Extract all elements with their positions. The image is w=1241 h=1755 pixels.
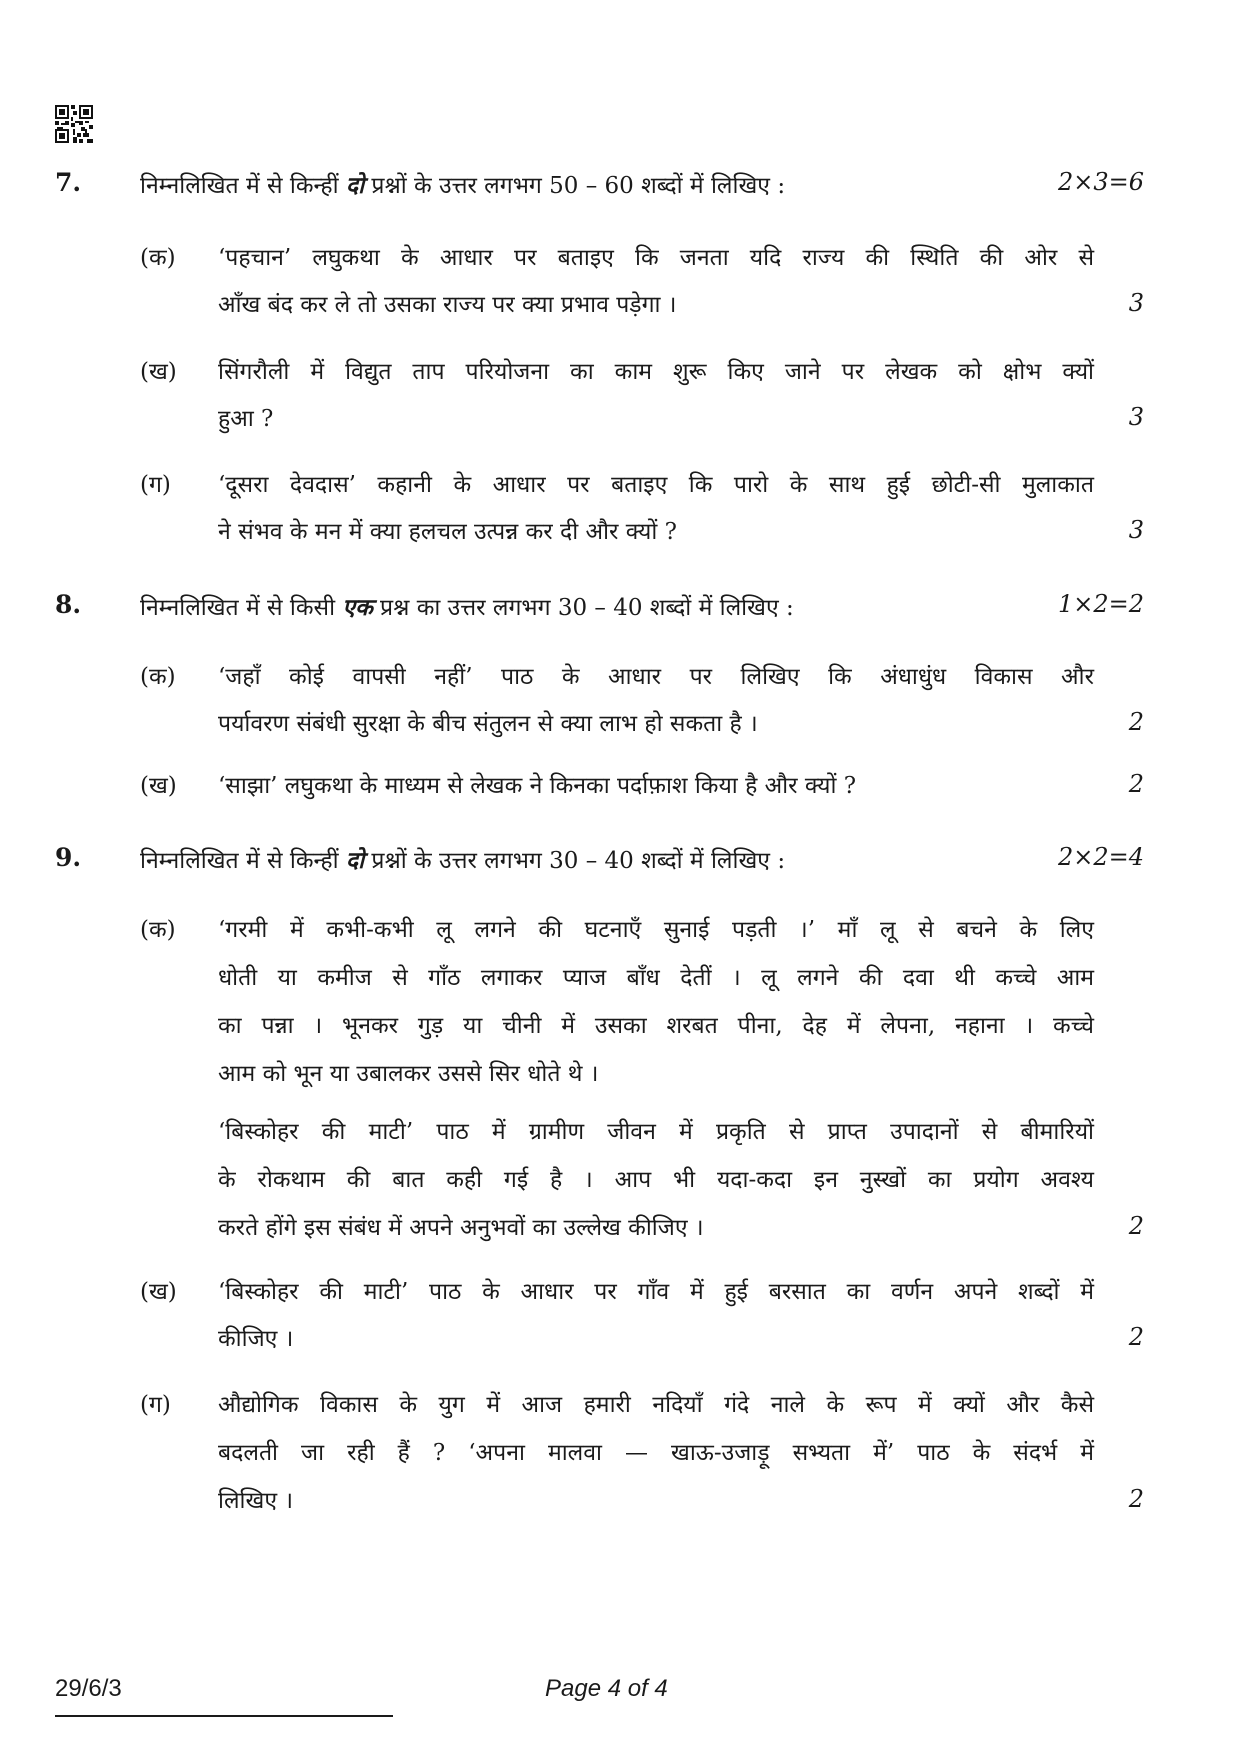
part-marks: 2 xyxy=(1128,708,1144,736)
page-number: Page 4 of 4 xyxy=(545,1675,668,1702)
question-number: 8. xyxy=(55,590,82,619)
question-marks: 2×3=6 xyxy=(1057,168,1144,196)
part-label: (ख) xyxy=(140,359,177,385)
part-text-line: ‘पहचान’ लघुकथा के आधार पर बताइए कि जनता यदि राज्य की स्थिति की ओर से xyxy=(218,245,1094,271)
question-number: 9. xyxy=(55,843,82,872)
question-marks: 1×2=2 xyxy=(1057,590,1144,618)
paper-code: 29/6/3 xyxy=(55,1675,122,1702)
part-label: (ग) xyxy=(140,1392,171,1418)
part-marks: 2 xyxy=(1128,1323,1144,1351)
part-label: (क) xyxy=(140,917,176,943)
part-text-line: पर्यावरण संबंधी सुरक्षा के बीच संतुलन से क्या लाभ हो सकता है । xyxy=(218,711,758,737)
part-text-line: ‘गरमी में कभी-कभी लू लगने की घटनाएँ सुनाई पड़ती ।’ माँ लू से बचने के लिए xyxy=(218,917,1094,943)
part-label: (ग) xyxy=(140,472,171,498)
part-text-line: आम को भून या उबालकर उससे सिर धोते थे । xyxy=(218,1061,599,1087)
question-number: 7. xyxy=(55,168,82,197)
part-marks: 2 xyxy=(1128,770,1144,798)
part-text-line: बदलती जा रही हैं ? ‘अपना मालवा — खाऊ-उजाड़ू सभ्यता में’ पाठ के संदर्भ में xyxy=(218,1440,1094,1466)
part-text-line: ‘दूसरा देवदास’ कहानी के आधार पर बताइए कि पारो के साथ हुई छोटी-सी मुलाकात xyxy=(218,472,1094,498)
part-text-line: ने संभव के मन में क्या हलचल उत्पन्न कर दी और क्यों ? xyxy=(218,519,677,545)
part-label: (ख) xyxy=(140,1279,177,1305)
part-marks: 3 xyxy=(1128,403,1144,431)
question-instruction: निम्नलिखित में से किन्हीं दो प्रश्नों के उत्तर लगभग 30 – 40 शब्दों में लिखिए : xyxy=(140,847,786,874)
part-marks: 3 xyxy=(1128,516,1144,544)
part-text-line: के रोकथाम की बात कही गई है । आप भी यदा-कदा इन नुस्खों का प्रयोग अवश्य xyxy=(218,1167,1094,1193)
part-text-line: ‘साझा’ लघुकथा के माध्यम से लेखक ने किनका पर्दाफ़ाश किया है और क्यों ? xyxy=(218,773,857,799)
part-text-line: ‘बिस्कोहर की माटी’ पाठ में ग्रामीण जीवन में प्रकृति से प्राप्त उपादानों से बीमारियों xyxy=(218,1119,1094,1145)
part-text-line: हुआ ? xyxy=(218,406,274,432)
part-marks: 2 xyxy=(1128,1212,1144,1240)
part-text-line: धोती या कमीज से गाँठ लगाकर प्याज बाँध देतीं । लू लगने की दवा थी कच्चे आम xyxy=(218,965,1094,991)
part-text-line: लिखिए । xyxy=(218,1488,294,1514)
part-text-line: कीजिए । xyxy=(218,1326,294,1352)
question-instruction: निम्नलिखित में से किसी एक प्रश्न का उत्तर लगभग 30 – 40 शब्दों में लिखिए : xyxy=(140,594,794,621)
part-text-line: औद्योगिक विकास के युग में आज हमारी नदियाँ गंदे नाले के रूप में क्यों और कैसे xyxy=(218,1392,1094,1418)
part-text-line: ‘जहाँ कोई वापसी नहीं’ पाठ के आधार पर लिखिए कि अंधाधुंध विकास और xyxy=(218,664,1094,690)
question-instruction: निम्नलिखित में से किन्हीं दो प्रश्नों के उत्तर लगभग 50 – 60 शब्दों में लिखिए : xyxy=(140,172,786,199)
part-label: (क) xyxy=(140,664,176,690)
part-text-line: करते होंगे इस संबंध में अपने अनुभवों का उल्लेख कीजिए । xyxy=(218,1215,704,1241)
part-label: (ख) xyxy=(140,773,177,799)
part-marks: 3 xyxy=(1128,289,1144,317)
part-text-line: का पन्ना । भूनकर गुड़ या चीनी में उसका शरबत पीना, देह में लेपना, नहाना । कच्चे xyxy=(218,1013,1094,1039)
question-marks: 2×2=4 xyxy=(1057,843,1144,871)
part-label: (क) xyxy=(140,245,176,271)
part-marks: 2 xyxy=(1128,1485,1144,1513)
part-text-line: आँख बंद कर ले तो उसका राज्य पर क्या प्रभाव पड़ेगा । xyxy=(218,292,677,318)
part-text-line: ‘बिस्कोहर की माटी’ पाठ के आधार पर गाँव में हुई बरसात का वर्णन अपने शब्दों में xyxy=(218,1279,1094,1305)
footer-rule xyxy=(55,1715,393,1717)
qr-code-icon xyxy=(55,105,93,143)
part-text-line: सिंगरौली में विद्युत ताप परियोजना का काम शुरू किए जाने पर लेखक को क्षोभ क्यों xyxy=(218,359,1094,385)
